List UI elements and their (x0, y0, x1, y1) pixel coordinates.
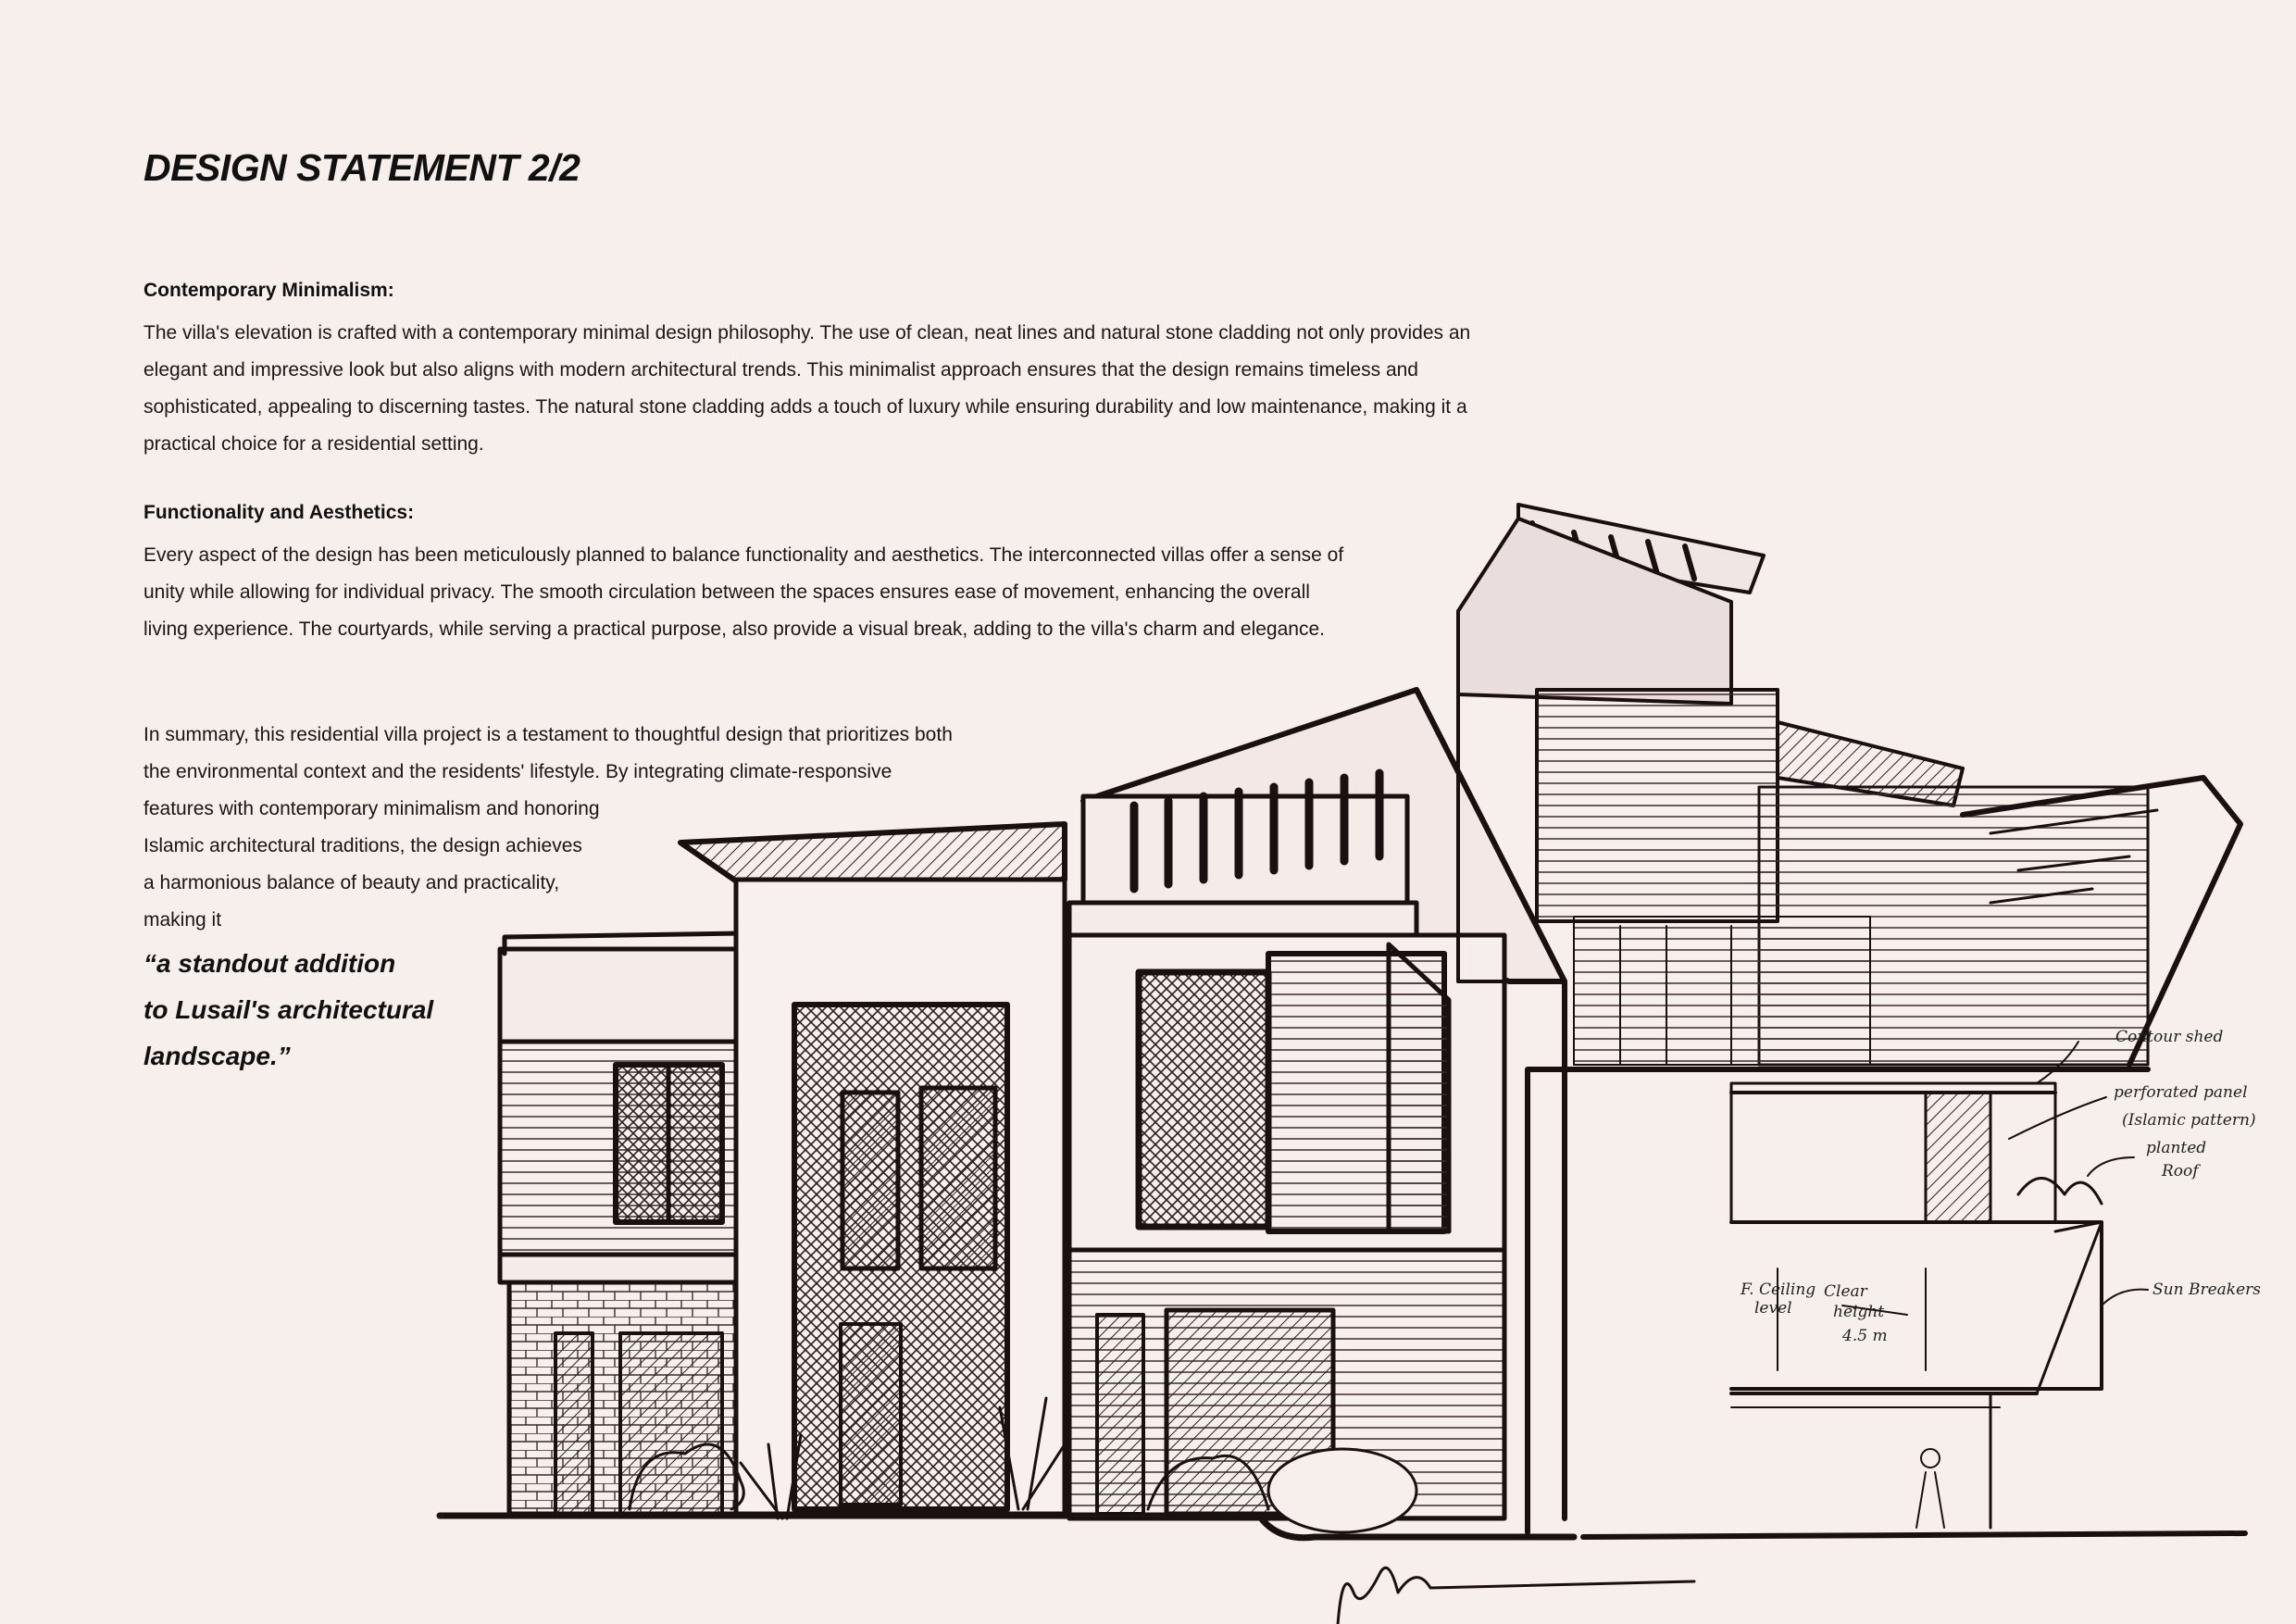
annotation-roof: Roof (2162, 1162, 2199, 1181)
section-body: The villa's elevation is crafted with a contemporary minimal design philosophy. The use of clean, neat lines and natural stone cladding not only provides an elegant and impressive look but also aligns with modern architectural trends. This minimalist approach ensures that the design remains timeless and sophisticated, appealing to discerning tastes. The natural stone cladding adds a touch of luxury while ensuring durability and low maintenance, making it a practical choice for a residential setting. (144, 322, 1471, 455)
annotation-sun-breakers: Sun Breakers (2152, 1280, 2261, 1299)
annotation-clear-height-value: 4.5 m (1842, 1327, 1888, 1345)
annotation-contour-shed: Contour shed (2115, 1028, 2224, 1046)
summary-line: the environmental context and the residents' lifestyle. By integrating climate-responsive (144, 761, 892, 782)
annotation-clear-height: Clear (1824, 1282, 1867, 1301)
upper-right-tower (1458, 505, 2240, 1065)
section-body: Every aspect of the design has been meticulously planned to balance functionality and aesthetics. The interconnected villas offer a sense of unity while allowing for individual privacy. The smooth circulation between the spaces ensures ease of movement, enhancing the overall living experience. The courtyards, while serving a practical purpose, also provide a visual break, adding to the villa's charm and elegance. (144, 544, 1344, 640)
section-heading: Functionality and Aesthetics: (144, 502, 415, 523)
summary-line: features with contemporary minimalism and honoring (144, 798, 600, 819)
annotation-false-ceiling: F. Ceiling (1741, 1280, 1816, 1299)
page-title: DESIGN STATEMENT 2/2 (144, 146, 580, 189)
signature (1338, 1568, 1694, 1624)
section-heading: Contemporary Minimalism: (144, 280, 394, 301)
quote-line: to Lusail's architectural (144, 995, 434, 1024)
center-block (680, 824, 1065, 1514)
annotation-planted: planted (2146, 1139, 2207, 1157)
annotation-false-ceiling-level: level (1754, 1299, 1792, 1318)
summary-line: a harmonious balance of beauty and practicality, (144, 872, 560, 893)
annotation-clear-height-2: height (1833, 1303, 1885, 1321)
summary-line: making it (144, 909, 222, 931)
annotation-perforated-panel: perforated panel (2114, 1083, 2248, 1102)
quote-line: landscape.” (144, 1042, 291, 1070)
summary-line: Islamic architectural traditions, the design achieves (144, 835, 582, 856)
section-detail-panel (1528, 1069, 2148, 1532)
annotation-islamic-pattern: (Islamic pattern) (2122, 1111, 2256, 1130)
left-block (500, 933, 750, 1514)
summary-line: In summary, this residential villa project is a testament to thoughtful design that prioritizes both (144, 724, 953, 745)
quote-line: “a standout addition (144, 949, 396, 978)
right-block (1069, 690, 1565, 1518)
